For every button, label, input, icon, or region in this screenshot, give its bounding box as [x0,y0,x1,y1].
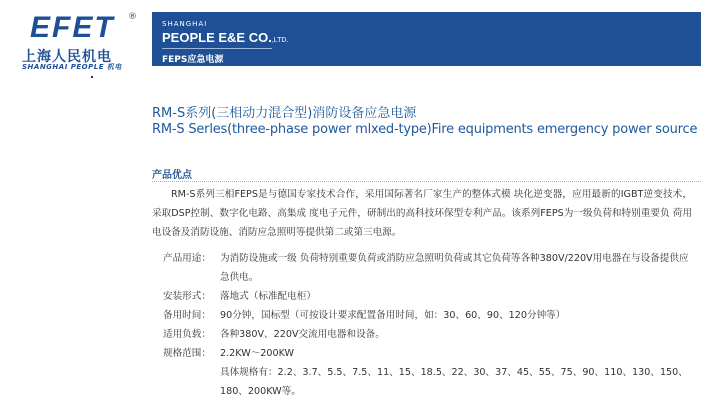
spec-value: 90分钟，国标型（可按设计要求配置备用时间，如：30、60、90、120分钟等） [220,310,566,321]
header-divider [162,48,272,49]
header-company-name: PEOPLE E&E CO. [162,30,272,45]
header-city: SHANGHAI [162,20,208,28]
spec-value: 各种380V、220V交流用电器和设备。 [220,329,385,340]
spec-list [163,249,698,401]
logo-english-name: SHANGHAI PEOPLE 机电 [22,63,122,71]
section-divider [152,181,701,182]
logo-mark: EFET [30,11,115,44]
spec-row-backup-time [163,306,698,325]
intro-paragraph: RM-S系列三相FEPS是与德国专家技术合作，采用国际著名厂家生产的整体式模 块化逆变器，应用最新的IGBT逆变技术，采取DSP控制、数字化电路、高集成 度电子元件，研制出的高科技环保型专利产品。该系列FEPS为一级负荷和特别重要负 荷用电设备及消防设施、消防应急照明等提供第二或第三电源。 [152,189,692,238]
spec-row-load [163,325,698,344]
header-banner [152,12,701,66]
spec-label: 安装形式： [163,291,211,302]
company-logo [20,12,140,70]
decorative-dot [91,76,93,78]
section-heading: 产品优点 [152,170,192,181]
registered-mark: ® [128,12,137,22]
spec-label: 适用负载： [163,329,211,340]
spec-label: 规格范围： [163,348,211,359]
spec-value: 为消防设施或一级 负荷特别重要负荷或消防应急照明负荷或其它负荷等各种380V/220V用电器在与设备提供应急供电。 [220,253,689,283]
spec-row-purpose [163,249,698,287]
product-title-en: RM-S Serles(three-phase power mlxed-type)Fire equipments emergency power source [152,122,698,137]
spec-value: 2.2KW～200KW [220,348,295,359]
spec-label: 产品用途： [163,253,211,264]
header-company-suffix: ,LTD. [271,37,289,44]
spec-label: 备用时间： [163,310,211,321]
spec-detail: 具体规格有：2.2、3.7、5.5、7.5、11、15、18.5、22、30、37、45、55、75、90、110、130、150、180、200KW等。 [220,367,688,397]
spec-row-range [163,344,698,363]
header-section: FEPS应急电源 [162,55,224,65]
header-company [162,30,288,45]
spec-row-installation [163,287,698,306]
logo-chinese-name: 上海人民机电 [22,49,112,65]
spec-value: 落地式（标准配电柜） [220,291,316,302]
product-title-cn: RM-S系列(三相动力混合型)消防设备应急电源 [152,106,417,121]
